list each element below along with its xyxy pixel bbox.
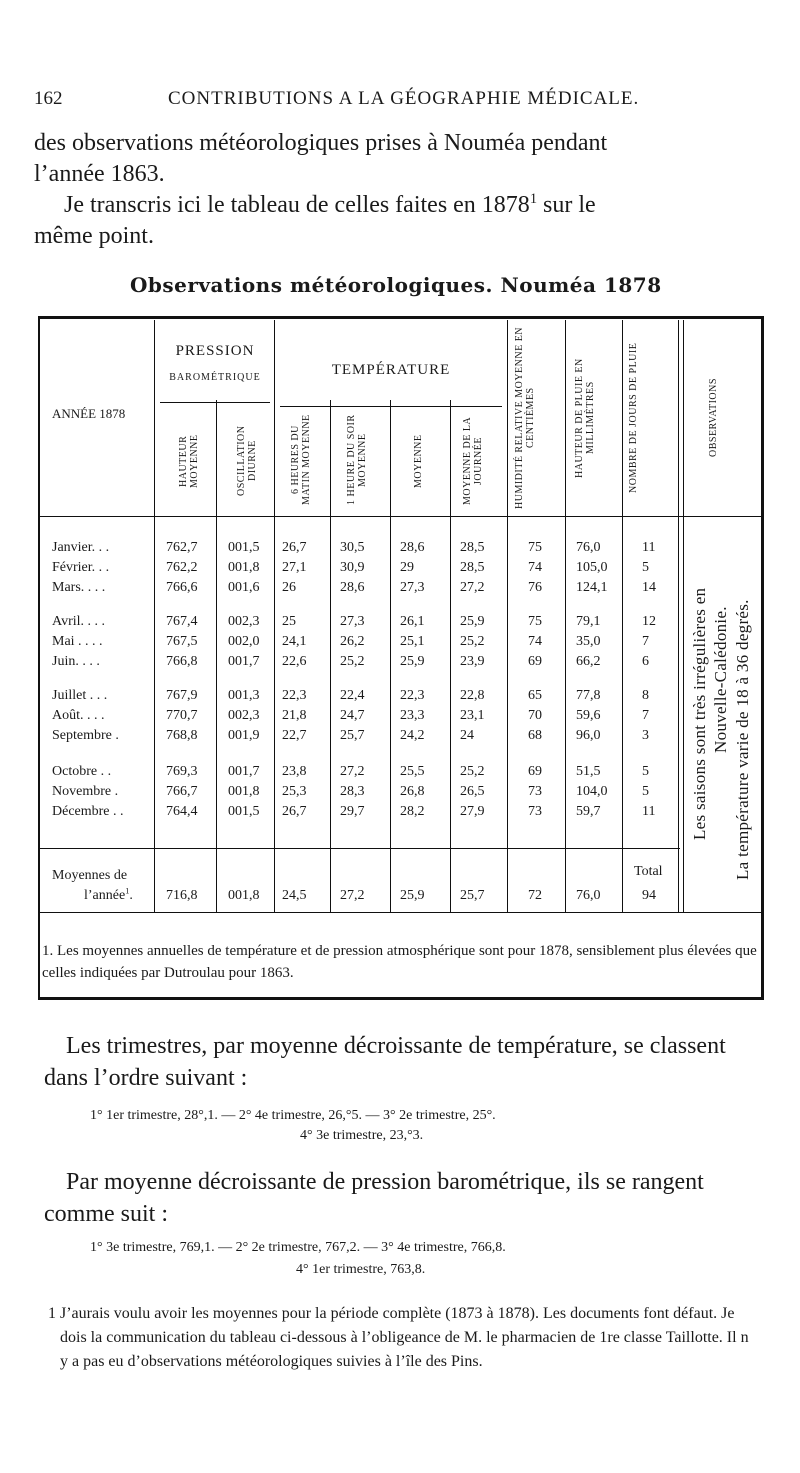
table-cell: 23,3 bbox=[400, 708, 425, 723]
ranking-line: 4° 1er trimestre, 763,8. bbox=[296, 1262, 426, 1277]
table-cell: 3 bbox=[642, 728, 649, 743]
col-divider bbox=[507, 320, 508, 912]
means-cell: 76,0 bbox=[576, 888, 601, 903]
col-divider bbox=[683, 320, 684, 912]
table-cell: 69 bbox=[528, 654, 542, 669]
col-divider bbox=[565, 320, 566, 912]
col-divider bbox=[274, 320, 275, 912]
row-month: Août. . . . bbox=[52, 708, 105, 723]
table-cell: 30,9 bbox=[340, 560, 365, 575]
table-cell: 59,7 bbox=[576, 804, 601, 819]
means-label-text: l’année bbox=[84, 888, 126, 903]
table-cell: 001,8 bbox=[228, 560, 260, 575]
col-header-humidite: HUMIDITÉ RELATIVE MOYENNE EN CENTIÈMES bbox=[514, 326, 536, 510]
table-cell: 770,7 bbox=[166, 708, 198, 723]
row-month: Septembre . bbox=[52, 728, 119, 743]
table-cell: 762,2 bbox=[166, 560, 198, 575]
col-header-moyenne: MOYENNE bbox=[413, 434, 424, 488]
table-cell: 27,2 bbox=[460, 580, 485, 595]
table-cell: 74 bbox=[528, 634, 542, 649]
footnote-mark: 1 bbox=[125, 886, 130, 896]
group-rule bbox=[280, 406, 502, 407]
observation-note bbox=[690, 520, 710, 840]
group-rule bbox=[160, 402, 270, 403]
col-divider bbox=[678, 320, 679, 912]
table-cell: 76,0 bbox=[576, 540, 601, 555]
table-cell: 768,8 bbox=[166, 728, 198, 743]
means-cell: 24,5 bbox=[282, 888, 307, 903]
means-cell: 25,9 bbox=[400, 888, 425, 903]
table-cell: 30,5 bbox=[340, 540, 365, 555]
temperature-group-title: TEMPÉRATURE bbox=[331, 362, 451, 378]
table-cell: 27,3 bbox=[400, 580, 425, 595]
table-cell: 77,8 bbox=[576, 688, 601, 703]
table-cell: 24 bbox=[460, 728, 474, 743]
table-cell: 11 bbox=[642, 540, 656, 555]
table-cell: 764,4 bbox=[166, 804, 198, 819]
table-footnote: 1. Les moyennes annuelles de température et de pression atmosphérique sont pour 1878, sensiblement plus élevées que celles indiquées par Dutroulau pour 1863. bbox=[42, 943, 757, 981]
table-cell: 002,3 bbox=[228, 708, 260, 723]
table-cell: 25,2 bbox=[460, 634, 485, 649]
table-cell: 73 bbox=[528, 784, 542, 799]
table-cell: 28,2 bbox=[400, 804, 425, 819]
bottom-rule bbox=[40, 912, 762, 913]
table-cell: 762,7 bbox=[166, 540, 198, 555]
page-footnote: 1 J’aurais voulu avoir les moyennes pour la période complète (1873 à 1878). Les documents font défaut. Je dois la communication du tableau ci-dessous à l’obligeance de M. le pharmacien de 1re classe Taillotte. Il n y a pas eu d’observations météorologiques suivies à l’île des Pins. bbox=[48, 1305, 749, 1370]
intro-text: Je transcris ici le tableau de celles faites en 1878 bbox=[64, 192, 530, 218]
table-cell: 69 bbox=[528, 764, 542, 779]
row-month: Juin. . . . bbox=[52, 654, 100, 669]
table-cell: 766,8 bbox=[166, 654, 198, 669]
table-cell: 28,6 bbox=[400, 540, 425, 555]
table-cell: 22,6 bbox=[282, 654, 307, 669]
observation-note bbox=[733, 520, 753, 880]
row-month: Avril. . . . bbox=[52, 614, 106, 629]
observation-note bbox=[711, 520, 731, 840]
table-cell: 766,7 bbox=[166, 784, 198, 799]
observation-line: Les saisons sont très irrégulières en bbox=[690, 587, 709, 840]
table-cell: 22,4 bbox=[340, 688, 365, 703]
table-cell: 22,3 bbox=[282, 688, 307, 703]
pressure-group-title: PRESSION bbox=[175, 343, 255, 359]
table-cell: 001,5 bbox=[228, 804, 260, 819]
table-cell: 001,7 bbox=[228, 764, 260, 779]
means-cell: 25,7 bbox=[460, 888, 485, 903]
table-cell: 26,2 bbox=[340, 634, 365, 649]
table-cell: 25,2 bbox=[460, 764, 485, 779]
table-cell: 75 bbox=[528, 614, 542, 629]
table-cell: 105,0 bbox=[576, 560, 608, 575]
table-cell: 767,5 bbox=[166, 634, 198, 649]
table-cell: 769,3 bbox=[166, 764, 198, 779]
table-cell: 6 bbox=[642, 654, 649, 669]
table-cell: 001,7 bbox=[228, 654, 260, 669]
observation-line: Nouvelle-Calédonie. bbox=[711, 606, 730, 754]
table-cell: 76 bbox=[528, 580, 542, 595]
table-cell: 767,4 bbox=[166, 614, 198, 629]
table-cell: 23,9 bbox=[460, 654, 485, 669]
table-cell: 5 bbox=[642, 784, 649, 799]
table-cell: 767,9 bbox=[166, 688, 198, 703]
col-header-jours: NOMBRE DE JOURS DE PLUIE bbox=[628, 342, 639, 494]
col-divider bbox=[390, 400, 391, 912]
table-cell: 25 bbox=[282, 614, 296, 629]
table-cell: 5 bbox=[642, 560, 649, 575]
table-cell: 59,6 bbox=[576, 708, 601, 723]
table-cell: 26,1 bbox=[400, 614, 425, 629]
col-header-pluie: HAUTEUR DE PLUIE EN MILLIMÈTRES bbox=[574, 358, 596, 478]
col-divider bbox=[216, 400, 217, 912]
row-month: Octobre . . bbox=[52, 764, 112, 779]
paragraph-pressure bbox=[44, 1166, 764, 1230]
table-cell: 001,3 bbox=[228, 688, 260, 703]
pressure-group-subtitle: BAROMÉTRIQUE bbox=[169, 372, 261, 383]
table-cell: 22,8 bbox=[460, 688, 485, 703]
row-month: Novembre . bbox=[52, 784, 119, 799]
col-header-6h: 6 HEURES DU MATIN MOYENNE bbox=[290, 414, 312, 506]
means-cell: 94 bbox=[642, 888, 656, 903]
col-divider bbox=[450, 400, 451, 912]
table-cell: 001,5 bbox=[228, 540, 260, 555]
table-cell: 22,3 bbox=[400, 688, 425, 703]
table-cell: 7 bbox=[642, 708, 649, 723]
table-cell: 73 bbox=[528, 804, 542, 819]
table-cell: 25,2 bbox=[340, 654, 365, 669]
table-cell: 25,3 bbox=[282, 784, 307, 799]
row-month: Mai . . . . bbox=[52, 634, 103, 649]
table-cell: 22,7 bbox=[282, 728, 307, 743]
row-month: Janvier. . . bbox=[52, 540, 110, 555]
table-cell: 27,1 bbox=[282, 560, 307, 575]
row-month: Juillet . . . bbox=[52, 688, 108, 703]
table-cell: 28,5 bbox=[460, 540, 485, 555]
paragraph-temperature bbox=[44, 1030, 764, 1094]
table-cell: 11 bbox=[642, 804, 656, 819]
table-cell: 26,5 bbox=[460, 784, 485, 799]
table-cell: 26,7 bbox=[282, 540, 307, 555]
table-cell: 12 bbox=[642, 614, 656, 629]
intro-text: sur le bbox=[537, 192, 596, 218]
table-cell: 24,7 bbox=[340, 708, 365, 723]
paragraph-text: Les trimestres, par moyenne décroissante de température, se classent dans l’ordre suivant : bbox=[44, 1033, 726, 1091]
table-cell: 001,8 bbox=[228, 784, 260, 799]
intro-line: des observations météorologiques prises à Nouméa pendant bbox=[34, 130, 608, 156]
table-cell: 21,8 bbox=[282, 708, 307, 723]
table-cell: 25,5 bbox=[400, 764, 425, 779]
col-divider bbox=[154, 320, 155, 912]
intro-line: l’année 1863. bbox=[34, 161, 165, 187]
table-cell: 68 bbox=[528, 728, 542, 743]
page-number: 162 bbox=[34, 88, 63, 109]
paragraph-text: Par moyenne décroissante de pression barométrique, ils se rangent comme suit : bbox=[44, 1169, 704, 1227]
table-cell: 26 bbox=[282, 580, 296, 595]
table-cell: 29 bbox=[400, 560, 414, 575]
table-cell: 5 bbox=[642, 764, 649, 779]
col-header-1h: 1 HEURE DU SOIR MOYENNE bbox=[346, 414, 368, 506]
table-cell: 27,9 bbox=[460, 804, 485, 819]
table-cell: 70 bbox=[528, 708, 542, 723]
header-rule bbox=[40, 516, 762, 517]
table-cell: 51,5 bbox=[576, 764, 601, 779]
table-cell: 28,6 bbox=[340, 580, 365, 595]
table-cell: 001,9 bbox=[228, 728, 260, 743]
means-cell: 72 bbox=[528, 888, 542, 903]
ranking-line: 1° 1er trimestre, 28°,1. — 2° 4e trimestre, 26,°5. — 3° 2e trimestre, 25°. bbox=[90, 1108, 496, 1123]
table-cell: 79,1 bbox=[576, 614, 601, 629]
table-cell: 24,2 bbox=[400, 728, 425, 743]
table-cell: 25,9 bbox=[460, 614, 485, 629]
row-month: Décembre . . bbox=[52, 804, 124, 819]
means-cell: 001,8 bbox=[228, 888, 260, 903]
table-cell: 8 bbox=[642, 688, 649, 703]
table-cell: 27,3 bbox=[340, 614, 365, 629]
col-header-hauteur: HAUTEUR MOYENNE bbox=[178, 434, 200, 488]
footnote-mark: 1 bbox=[529, 191, 538, 207]
means-cell: 716,8 bbox=[166, 888, 198, 903]
table-cell: 96,0 bbox=[576, 728, 601, 743]
table-cell: 002,0 bbox=[228, 634, 260, 649]
col-header-oscillation: OSCILLATION DIURNE bbox=[236, 425, 258, 497]
table-cell: 26,7 bbox=[282, 804, 307, 819]
intro-line: même point. bbox=[34, 223, 154, 249]
col-divider bbox=[330, 400, 331, 912]
table-cell: 24,1 bbox=[282, 634, 307, 649]
table-cell: 104,0 bbox=[576, 784, 608, 799]
table-cell: 001,6 bbox=[228, 580, 260, 595]
col-header-observations: OBSERVATIONS bbox=[708, 378, 719, 458]
row-month: Février. . . bbox=[52, 560, 110, 575]
ranking-line: 1° 3e trimestre, 769,1. — 2° 2e trimestre, 767,2. — 3° 4e trimestre, 766,8. bbox=[90, 1240, 506, 1255]
table-cell: 14 bbox=[642, 580, 656, 595]
table-title: Observations météorologiques. Nouméa 1878 bbox=[130, 273, 662, 297]
year-label: ANNÉE 1878 bbox=[52, 406, 126, 421]
running-title: CONTRIBUTIONS A LA GÉOGRAPHIE MÉDICALE. bbox=[168, 88, 640, 109]
table-cell: 23,1 bbox=[460, 708, 485, 723]
table-cell: 28,5 bbox=[460, 560, 485, 575]
table-cell: 25,7 bbox=[340, 728, 365, 743]
intro-paragraph bbox=[34, 128, 744, 252]
table-cell: 27,2 bbox=[340, 764, 365, 779]
table-cell: 25,1 bbox=[400, 634, 425, 649]
observation-line: La température varie de 18 à 36 degrés. bbox=[733, 599, 752, 880]
intro-line bbox=[34, 190, 744, 221]
total-label: Total bbox=[634, 864, 663, 879]
table-cell: 66,2 bbox=[576, 654, 601, 669]
table-cell: 25,9 bbox=[400, 654, 425, 669]
col-header-journee: MOYENNE DE LA JOURNÉE bbox=[462, 416, 484, 506]
table-cell: 75 bbox=[528, 540, 542, 555]
table-cell: 002,3 bbox=[228, 614, 260, 629]
table-cell: 7 bbox=[642, 634, 649, 649]
table-cell: 23,8 bbox=[282, 764, 307, 779]
means-label: l’année$^1$. bbox=[84, 886, 133, 903]
table-cell: 26,8 bbox=[400, 784, 425, 799]
table-cell: 124,1 bbox=[576, 580, 608, 595]
means-cell: 27,2 bbox=[340, 888, 365, 903]
means-rule bbox=[40, 848, 680, 849]
row-month: Mars. . . . bbox=[52, 580, 106, 595]
table-cell: 29,7 bbox=[340, 804, 365, 819]
table-cell: 28,3 bbox=[340, 784, 365, 799]
means-label: Moyennes de bbox=[52, 868, 128, 883]
col-divider bbox=[622, 320, 623, 912]
ranking-line: 4° 3e trimestre, 23,°3. bbox=[300, 1128, 424, 1143]
table-cell: 35,0 bbox=[576, 634, 601, 649]
table-cell: 65 bbox=[528, 688, 542, 703]
table-cell: 74 bbox=[528, 560, 542, 575]
table-cell: 766,6 bbox=[166, 580, 198, 595]
